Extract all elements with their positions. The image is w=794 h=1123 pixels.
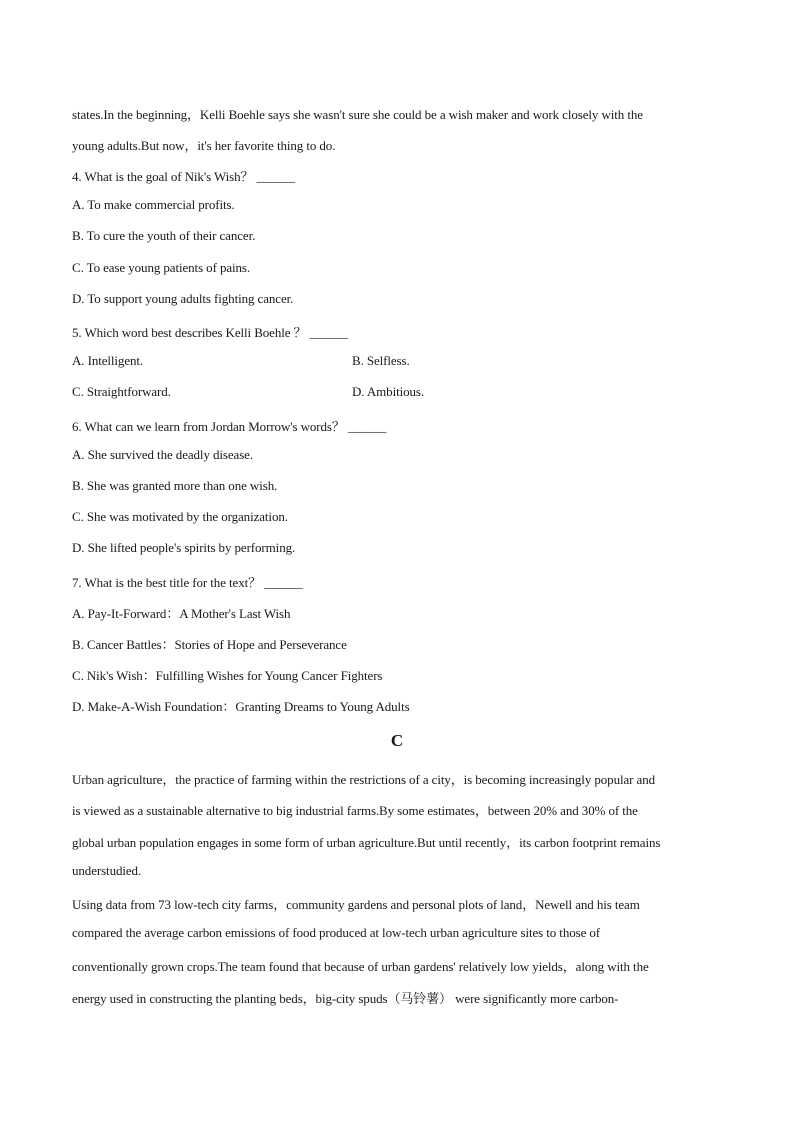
passage-c-line-5: Using data from 73 low-tech city farms，community gardens and personal plots of land，Newell and his team — [72, 897, 640, 912]
question-5-stem: 5. Which word best describes Kelli Boehle ？ ______ — [72, 325, 349, 340]
passage-c-line-2: is viewed as a sustainable alternative to big industrial farms.By some estimates，between 20% and 30% of the — [72, 803, 638, 818]
question-4-stem: 4. What is the goal of Nik's Wish？ ______ — [72, 169, 295, 184]
intro-line-2: young adults.But now，it's her favorite thing to do. — [72, 138, 336, 153]
question-5-option-a: A. Intelligent. — [72, 353, 144, 368]
section-heading: C — [390, 731, 404, 750]
question-5-option-d: D. Ambitious. — [352, 384, 425, 399]
question-6-option-a: A. She survived the deadly disease. — [72, 447, 253, 462]
question-7-option-d: D. Make-A-Wish Foundation：Granting Dreams to Young Adults — [72, 699, 410, 714]
passage-c-line-3: global urban population engages in some form of urban agriculture.But until recently，its carbon footprint remains — [72, 835, 661, 850]
question-6-option-d: D. She lifted people's spirits by performing. — [72, 540, 296, 555]
question-5-option-c: C. Straightforward. — [72, 384, 171, 399]
question-7-option-c: C. Nik's Wish：Fulfilling Wishes for Young Cancer Fighters — [72, 668, 383, 683]
passage-c-line-8: energy used in constructing the planting beds，big-city spuds（马铃薯） were significantly more carbon- — [72, 991, 619, 1006]
question-6-stem: 6. What can we learn from Jordan Morrow's words？ ______ — [72, 419, 387, 434]
passage-c-line-6: compared the average carbon emissions of food produced at low-tech urban agriculture sites to those of — [72, 925, 601, 940]
intro-line-1: states.In the beginning，Kelli Boehle says she wasn't sure she could be a wish maker and work closely with the — [72, 107, 643, 122]
question-7-stem: 7. What is the best title for the text？ ______ — [72, 575, 303, 590]
question-4-option-b: B. To cure the youth of their cancer. — [72, 228, 256, 243]
question-4-option-a: A. To make commercial profits. — [72, 197, 235, 212]
question-4-option-d: D. To support young adults fighting cancer. — [72, 291, 294, 306]
passage-c-line-4: understudied. — [72, 863, 142, 878]
question-5-option-b: B. Selfless. — [352, 353, 410, 368]
question-6-option-c: C. She was motivated by the organization. — [72, 509, 288, 524]
question-4-option-c: C. To ease young patients of pains. — [72, 260, 251, 275]
passage-c-line-1: Urban agriculture，the practice of farming within the restrictions of a city，is becoming increasingly popular and — [72, 772, 655, 787]
passage-c-line-7: conventionally grown crops.The team found that because of urban gardens' relatively low yields，along with the — [72, 959, 649, 974]
question-7-option-a: A. Pay-It-Forward：A Mother's Last Wish — [72, 606, 291, 621]
question-7-option-b: B. Cancer Battles：Stories of Hope and Perseverance — [72, 637, 347, 652]
question-6-option-b: B. She was granted more than one wish. — [72, 478, 278, 493]
